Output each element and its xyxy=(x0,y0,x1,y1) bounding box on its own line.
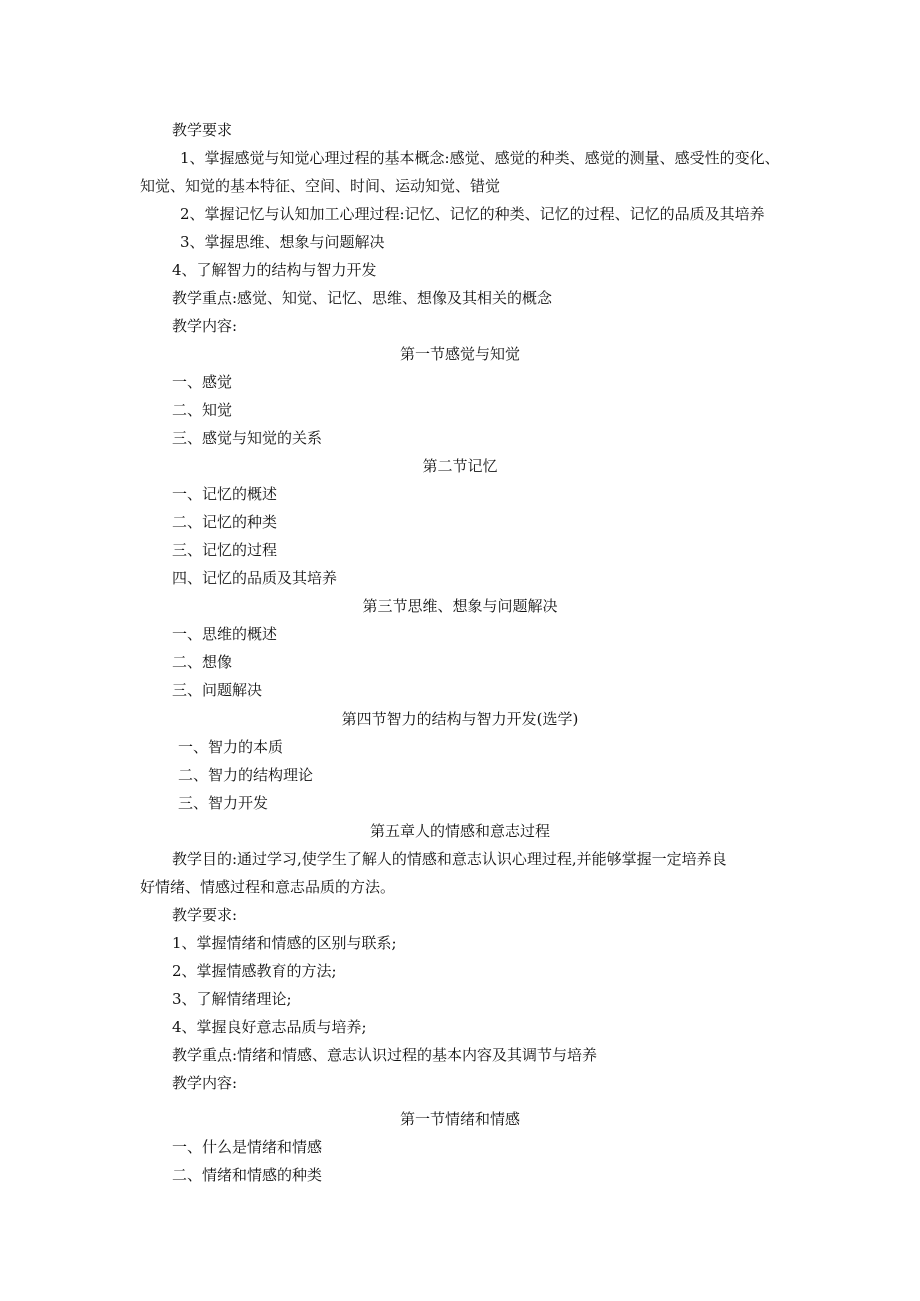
text-line: 教学内容: xyxy=(172,1074,238,1092)
chapter-heading: 第五章人的情感和意志过程 xyxy=(369,822,550,840)
list-item: 二、情绪和情感的种类 xyxy=(172,1166,323,1184)
text-line: 好情绪、情感过程和意志品质的方法。 xyxy=(140,878,396,896)
list-item: 一、什么是情绪和情感 xyxy=(172,1138,323,1156)
text-line: 教学重点:情绪和情感、意志认识过程的基本内容及其调节与培养 xyxy=(172,1046,598,1064)
text-line: 知觉、知觉的基本特征、空间、时间、运动知觉、错觉 xyxy=(140,177,501,195)
text-line: 教学要求: xyxy=(172,906,238,924)
list-item: 二、记忆的种类 xyxy=(172,513,278,531)
list-item: 二、想像 xyxy=(172,653,233,671)
section-heading: 第一节情绪和情感 xyxy=(399,1110,520,1128)
list-item: 三、智力开发 xyxy=(178,794,269,812)
text-line: 教学内容: xyxy=(172,317,238,335)
list-item: 1、掌握情绪和情感的区别与联系; xyxy=(172,934,397,952)
section-heading: 第四节智力的结构与智力开发(选学) xyxy=(341,710,579,728)
list-item: 三、问题解决 xyxy=(172,681,263,699)
list-item: 一、记忆的概述 xyxy=(172,485,278,503)
list-item: 4、掌握良好意志品质与培养; xyxy=(172,1018,367,1036)
text-line: 1、掌握感觉与知觉心理过程的基本概念:感觉、感觉的种类、感觉的测量、感受性的变化、 xyxy=(180,149,780,167)
list-item: 3、了解情绪理论; xyxy=(172,990,292,1008)
list-item: 三、记忆的过程 xyxy=(172,541,278,559)
text-line: 教学目的:通过学习,使学生了解人的情感和意志认识心理过程,并能够掌握一定培养良 xyxy=(172,850,727,868)
list-item: 二、智力的结构理论 xyxy=(178,766,314,784)
list-item: 三、感觉与知觉的关系 xyxy=(172,429,323,447)
list-item: 一、智力的本质 xyxy=(178,738,284,756)
section-heading: 第一节感觉与知觉 xyxy=(399,345,520,363)
text-line: 教学要求 xyxy=(172,121,233,139)
text-line: 教学重点:感觉、知觉、记忆、思维、想像及其相关的概念 xyxy=(172,289,553,307)
section-heading: 第三节思维、想象与问题解决 xyxy=(362,597,558,615)
section-heading: 第二节记忆 xyxy=(422,457,498,475)
list-item: 2、掌握情感教育的方法; xyxy=(172,962,337,980)
text-line: 4、了解智力的结构与智力开发 xyxy=(172,261,377,279)
list-item: 一、思维的概述 xyxy=(172,625,278,643)
list-item: 四、记忆的品质及其培养 xyxy=(172,569,338,587)
list-item: 一、感觉 xyxy=(172,373,233,391)
text-line: 3、掌握思维、想象与问题解决 xyxy=(180,233,385,251)
list-item: 二、知觉 xyxy=(172,401,233,419)
text-line: 2、掌握记忆与认知加工心理过程:记忆、记忆的种类、记忆的过程、记忆的品质及其培养 xyxy=(180,205,765,223)
